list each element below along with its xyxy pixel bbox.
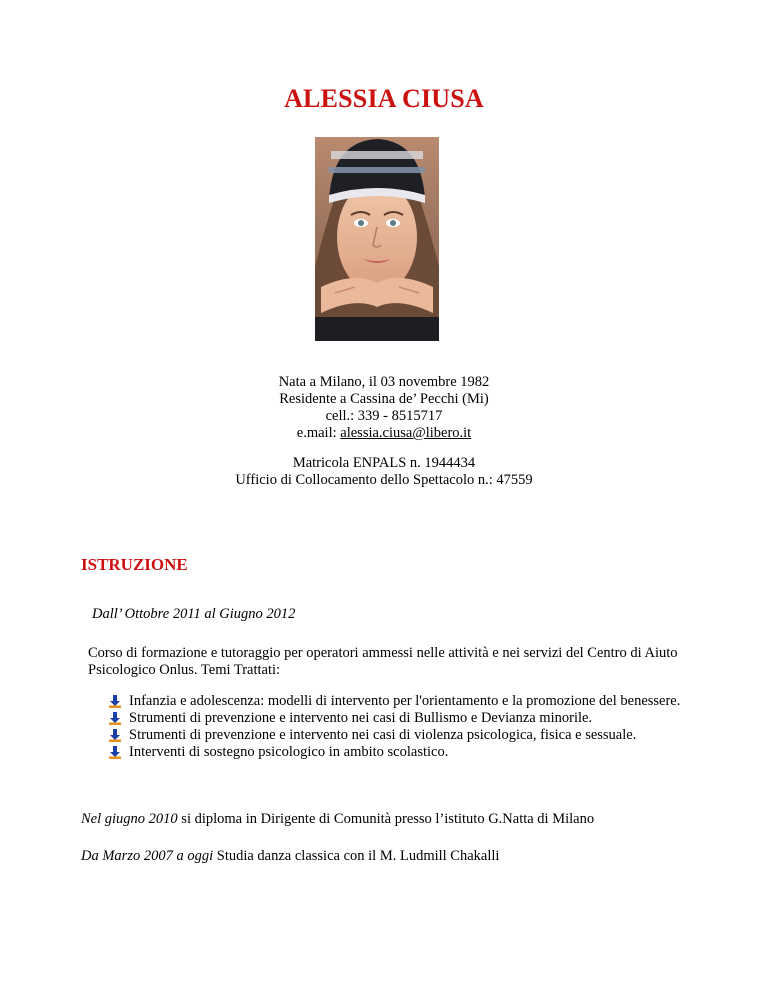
email-label: e.mail: (296, 425, 341, 441)
resume-name: ALESSIA CIUSA (284, 84, 484, 113)
birth-info: Nata a Milano, il 03 novembre 1982 (278, 374, 490, 390)
list-item (108, 744, 692, 761)
list-item (108, 710, 692, 727)
registration-info (0, 455, 768, 489)
topics-list (108, 693, 692, 761)
residence-info: Residente a Cassina de’ Pecchi (Mi) (279, 391, 489, 407)
profile-photo (315, 137, 439, 341)
arrow-bullet-icon (108, 729, 122, 742)
education-entry-diploma (81, 811, 594, 828)
email-link[interactable]: alessia.ciusa@libero.it (340, 425, 472, 441)
course-description: Corso di formazione e tutoraggio per operatori ammessi nelle attività e nei servizi del Centro di Aiuto Psicologico Onlus. Temi Trattati: (88, 645, 678, 678)
ufficio-number: Ufficio di Collocamento dello Spettacolo n.: 47559 (235, 472, 533, 488)
email-line (0, 425, 768, 442)
arrow-bullet-icon (108, 746, 122, 759)
entry-date: Da Marzo 2007 a oggi (81, 848, 214, 864)
enpals-number: Matricola ENPALS n. 1944434 (292, 455, 476, 471)
topic-text: Strumenti di prevenzione e intervento nei casi di violenza psicologica, fisica e sessuale. (129, 727, 637, 743)
phone-info: cell.: 339 - 8515717 (325, 408, 443, 424)
contact-info (0, 374, 768, 442)
arrow-bullet-icon (108, 695, 122, 708)
topic-text: Infanzia e adolescenza: modelli di intervento per l'orientamento e la promozione del benessere. (129, 693, 681, 709)
list-item (108, 727, 692, 744)
entry-date: Nel giugno 2010 (81, 811, 178, 827)
education-heading: ISTRUZIONE (81, 555, 188, 574)
arrow-bullet-icon (108, 712, 122, 725)
entry-text: si diploma in Dirigente di Comunità presso l’istituto G.Natta di Milano (177, 811, 595, 827)
list-item (108, 693, 692, 710)
entry-text: Studia danza classica con il M. Ludmill Chakalli (213, 848, 500, 864)
education-entry-dance (81, 848, 499, 865)
topic-text: Interventi di sostegno psicologico in ambito scolastico. (129, 744, 449, 760)
course-period: Dall’ Ottobre 2011 al Giugno 2012 (92, 606, 296, 622)
topic-text: Strumenti di prevenzione e intervento nei casi di Bullismo e Devianza minorile. (129, 710, 593, 726)
